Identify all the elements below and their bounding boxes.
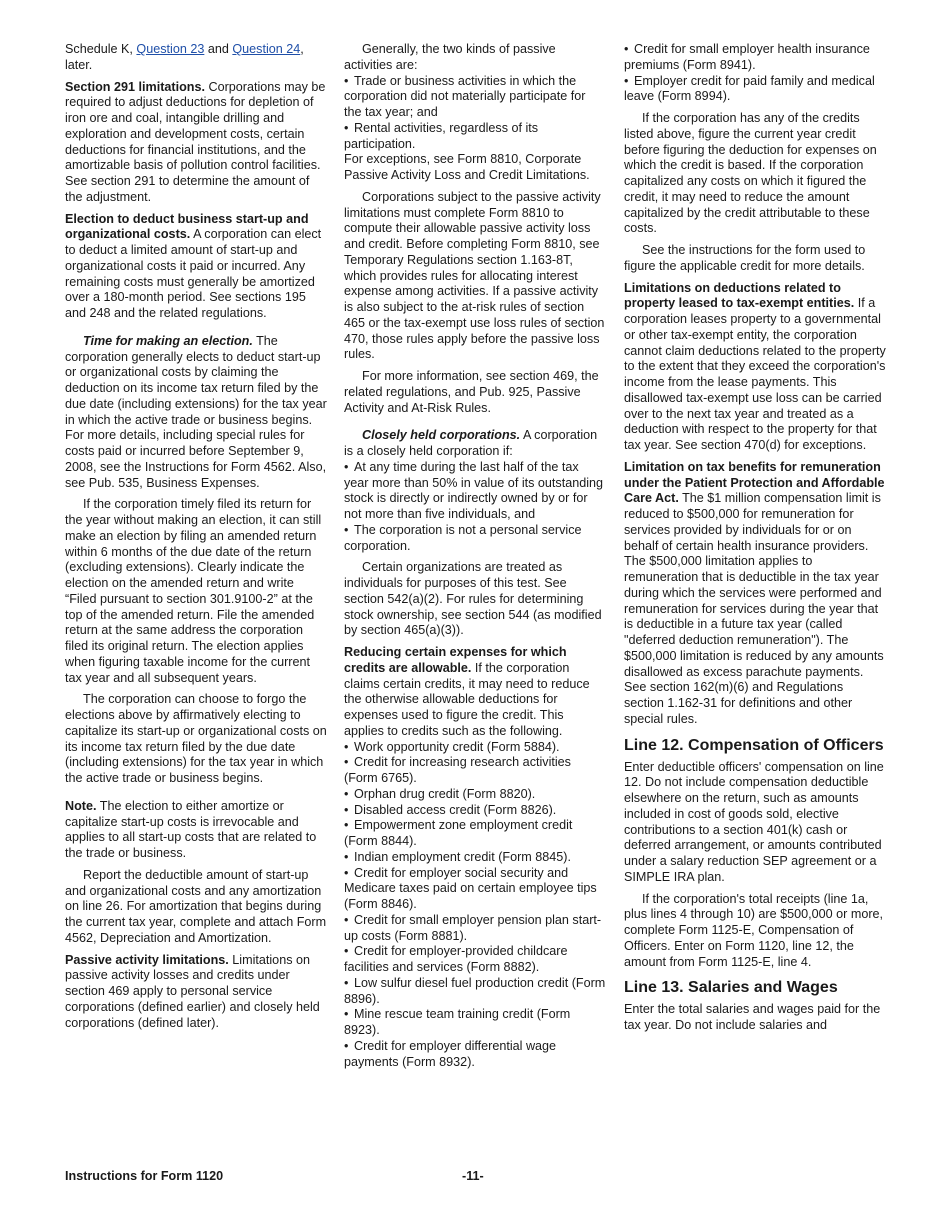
reducing-expenses-heading: Reducing certain expenses for which credits are allowable. <box>344 645 567 675</box>
certain-orgs-paragraph: Certain organizations are treated as individuals for purposes of this test. See section 542(a)(2). For rules for determining stock ownership, see section 544 (as modified by section 465(a)(3)). <box>344 560 602 638</box>
startup-election-paragraph: Election to deduct business start-up and organizational costs. A corporation can elect to deduct a limited amount of start-up and organizational costs it paid or incurred. Any remaining costs must generally be amortized over a 180-month period. See sections 195 and 248 and the related regulations. <box>65 211 322 320</box>
passive-kinds-intro: Generally, the two kinds of passive activities are: <box>344 42 556 72</box>
forgo-paragraph: The corporation can choose to forgo the elections above by affirmatively electing to capitalize its start-up or organizational costs on its income tax return filed by the due date (including extensions) for the tax year in which the active trade or business begins. <box>65 692 327 785</box>
time-election-heading: Time for making an election. <box>83 333 253 348</box>
note-heading: Note. <box>65 798 97 813</box>
section-291-paragraph: Section 291 limitations. Corporations may be required to adjust deductions for depletion of iron ore and coal, intangible drilling and exploration and development costs, certain deductions for financial institutions, and the amortizable basis of pollution control facilities. See section 291 to determine the amount of the adjustment. <box>65 79 326 204</box>
time-election-paragraph: Time for making an election. The corporation generally elects to deduct start-up or organizational costs by claiming the deduction on its income tax return filed by the due date (including extensions) for the tax year in which the active trade or business begins. For more details, including special rules for costs paid or incurred before September 9, 2008, see the Instructions for Form 4562. Also, see Pub. 535, Business Expenses. <box>65 333 327 490</box>
list-item: • At any time during the last half of the tax year more than 50% in value of its outstanding stock is directly or indirectly owned by or for not more than five individuals, and <box>344 460 606 523</box>
list-item: • Disabled access credit (Form 8826). <box>344 803 606 819</box>
report-paragraph: Report the deductible amount of start-up and organizational costs and any amortization on line 26. For amortization that begins during the current tax year, complete and attach Form 4562, Depreciation and Amortization. <box>65 867 327 945</box>
closely-held-heading: Closely held corporations. <box>362 428 521 443</box>
list-item: • Trade or business activities in which the corporation did not materially participate for the tax year; and <box>344 74 606 121</box>
note-paragraph: Note. The election to either amortize or capitalize start-up costs is irrevocable and applies to all start-up costs that are related to the trade or business. <box>65 798 317 860</box>
question-24-link[interactable]: Question 24 <box>232 42 301 56</box>
list-item: • Work opportunity credit (Form 5884). <box>344 740 606 756</box>
line-12-paragraph: Enter deductible officers' compensation on line 12. Do not include compensation deductible elsewhere on the return, such as amounts included in cost of goods sold, elective contributions to a section 401(k) cash or deferred arrangement, or amounts contributed under a salary reduction SEP agreement or a SIMPLE IRA plan. <box>624 759 884 884</box>
credits-listed-paragraph: If the corporation has any of the credits listed above, figure the current year credit before figuring the deduction for expenses on which the credit is based. If the corporation capitalized any costs on which it figured the credit, it may need to reduce the amount capitalized by the credit attributable to these costs. <box>624 111 877 236</box>
column-2 <box>344 42 606 1070</box>
closely-held-paragraph: Closely held corporations. A corporation is a closely held corporation if: <box>344 428 598 458</box>
continuation-paragraph: Schedule K, Question 23 and Question 24, later. <box>65 42 304 72</box>
list-item: • Low sulfur diesel fuel production credit (Form 8896). <box>344 976 606 1008</box>
list-item: • Rental activities, regardless of its participation. <box>344 121 606 153</box>
total-receipts-paragraph: If the corporation's total receipts (line 1a, plus lines 4 through 10) are $500,000 or more, complete Form 1125-E, Compensation of Officers. Enter on Form 1120, line 12, the amount from Form 1125-E, line 4. <box>624 891 884 969</box>
remuneration-heading: Limitation on tax benefits for remuneration under the Patient Protection and Affordable Care Act. <box>624 459 885 506</box>
leased-property-paragraph: Limitations on deductions related to property leased to tax-exempt entities. If a corporation leases property to a governmental or other tax-exempt entity, the corporation cannot claim deductions related to the property to the extent that they exceed the corporation's income from the lease payments. This disallowed tax-exempt use loss can be carried over to the next tax year and treated as a deduction with respect to the property for that tax year. See section 470(d) for exceptions. <box>624 280 886 452</box>
leased-property-heading: Limitations on deductions related to property leased to tax-exempt entities. <box>624 280 855 311</box>
remuneration-paragraph: Limitation on tax benefits for remuneration under the Patient Protection and Affordable Care Act. The $1 million compensation limit is reduced to $500,000 for remuneration for services provided by individuals for or on behalf of certain health insurance providers. The $500,000 limitation applies to remuneration that is deductible in the tax year during which the services were performed and remuneration for services during the year that is deductible in a future tax year (called "deferred deduction remuneration"). The $500,000 limitation is reduced by any amounts disallowed as excess parachute payments. See section 162(m)(6) and Regulations section 1.162-31 for definitions and other special rules. <box>624 459 885 726</box>
timely-filed-paragraph: If the corporation timely filed its return for the year without making an election, it can still make an election by filing an amended return within 6 months of the due date of the return (excluding extensions). Clearly indicate the election on the amended return and write “Filed pursuant to section 301.9100-2” at the top of the amended return. File the amended return at the same address the corporation filed its original return. The election applies when figuring taxable income for the current tax year and all subsequent years. <box>65 497 322 685</box>
passive-limitations-paragraph: Passive activity limitations. Limitations on passive activity losses and credits under section 469 apply to personal service corporations (defined earlier) and closely held corporations (defined later). <box>65 952 320 1030</box>
list-item: • Credit for small employer pension plan start-up costs (Form 8881). <box>344 913 606 945</box>
list-item: • Credit for employer differential wage payments (Form 8932). <box>344 1039 606 1071</box>
page-number: -11- <box>462 1169 484 1183</box>
section-291-heading: Section 291 limitations. <box>65 79 205 94</box>
list-item: • The corporation is not a personal service corporation. <box>344 523 606 555</box>
reducing-expenses-paragraph: Reducing certain expenses for which credits are allowable. If the corporation claims certain credits, it may need to reduce the otherwise allowable deductions for expenses used to figure the credit. This applies to credits such as the following. <box>344 645 590 738</box>
column-3 <box>624 42 886 1040</box>
more-info-paragraph: For more information, see section 469, the related regulations, and Pub. 925, Passive Activity and At-Risk Rules. <box>344 369 599 415</box>
list-item: • Indian employment credit (Form 8845). <box>344 850 606 866</box>
startup-election-heading: Election to deduct business start-up and organizational costs. <box>65 211 309 242</box>
list-item: • Credit for employer social security and Medicare taxes paid on certain employee tips (Form 8846). <box>344 866 606 913</box>
list-item: • Credit for increasing research activities (Form 6765). <box>344 755 606 787</box>
footer-form-title: Instructions for Form 1120 <box>65 1169 224 1183</box>
list-item: • Employer credit for paid family and medical leave (Form 8994). <box>624 74 886 106</box>
see-instructions-paragraph: See the instructions for the form used to figure the applicable credit for more details. <box>624 243 866 273</box>
list-item: • Credit for employer-provided childcare facilities and services (Form 8882). <box>344 944 606 976</box>
question-23-link[interactable]: Question 23 <box>136 42 205 56</box>
list-item: • Orphan drug credit (Form 8820). <box>344 787 606 803</box>
exceptions-paragraph: For exceptions, see Form 8810, Corporate Passive Activity Loss and Credit Limitations. <box>344 152 590 182</box>
list-item: • Empowerment zone employment credit (Form 8844). <box>344 818 606 850</box>
list-item: • Credit for small employer health insurance premiums (Form 8941). <box>624 42 886 74</box>
line-13-heading: Line 13. Salaries and Wages <box>624 979 838 997</box>
subject-paragraph: Corporations subject to the passive activity limitations must complete Form 8810 to compute their allowable passive activity loss and credit. Before completing Form 8810, see Temporary Regulations section 1.163-8T, which provides rules for allocating interest expense among activities. If a passive activity is also subject to the at-risk rules of section 465 or the tax-exempt use loss rules of section 470, those rules apply before the passive loss rules. <box>344 189 605 362</box>
passive-limitations-heading: Passive activity limitations. <box>65 952 229 967</box>
column-1 <box>65 42 327 1037</box>
list-item: • Mine rescue team training credit (Form 8923). <box>344 1007 606 1039</box>
line-12-heading: Line 12. Compensation of Officers <box>624 736 884 754</box>
line-13-paragraph: Enter the total salaries and wages paid for the tax year. Do not include salaries and <box>624 1002 881 1032</box>
